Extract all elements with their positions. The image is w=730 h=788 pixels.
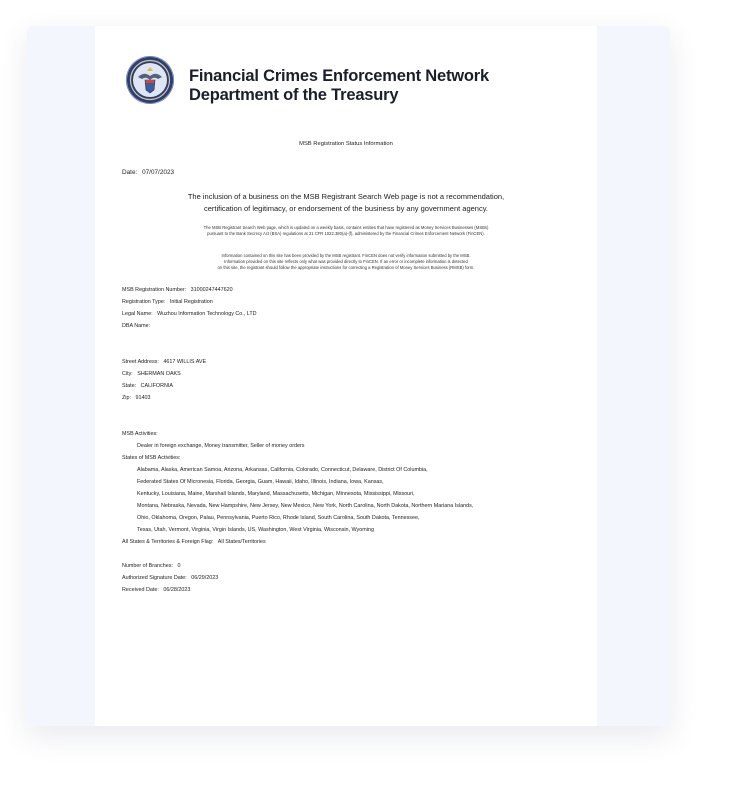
registration-number-value: 31000247447620 [190, 287, 233, 293]
zip-value: 91403 [135, 395, 151, 401]
states-line: Kentucky, Louisiana, Maine, Marshall Islands, Maryland, Massachusetts, Michigan, Minnesota, Mississippi, Missouri, [137, 491, 415, 497]
states-line: Montana, Nebraska, Nevada, New Hampshire, New Jersey, New Mexico, New York, North Carolina, North Dakota, Northern Mariana Islands, [137, 503, 474, 509]
received-date-value: 06/28/2023 [163, 587, 191, 593]
city-value: SHERMAN OAKS [137, 371, 181, 377]
info-paragraph-1-line-1: The MSB Registrant Search Web page, which is updated on a weekly basis, contains entities that have registered as Money Services Businesses (MSBs) [203, 225, 489, 230]
date-row [122, 169, 174, 176]
dba-name-row [122, 323, 153, 329]
received-date-label: Received Date: [122, 587, 159, 593]
received-date-row [122, 587, 190, 593]
state-value: CALIFORNIA [140, 383, 173, 389]
all-states-label: All States & Territories & Foreign Flag: [122, 539, 214, 545]
branches-value: 0 [177, 563, 181, 569]
branches-label: Number of Branches: [122, 563, 173, 569]
authorized-signature-row [122, 575, 218, 581]
registration-type-label: Registration Type: [122, 299, 166, 305]
info-paragraph-1-line-2: pursuant to the Bank Secrecy Act (BSA) regulations at 31 CFR 1022.380(a)-(f), administered by the Financial Crimes Enforcement Network (FinCEN). [207, 231, 485, 236]
dba-name-label: DBA Name: [122, 323, 151, 329]
all-states-row [122, 539, 266, 545]
registration-type-value: Initial Registration [169, 299, 213, 305]
city-row [122, 371, 181, 377]
date-label: Date: [122, 169, 138, 176]
zip-row [122, 395, 151, 401]
msb-activities-value: Dealer in foreign exchange, Money transmitter, Seller of money orders [137, 443, 305, 449]
authorized-signature-value: 06/29/2023 [191, 575, 219, 581]
state-row [122, 383, 173, 389]
legal-name-value: Wuzhou Information Technology Co., LTD [157, 311, 257, 317]
legal-name-row [122, 311, 257, 317]
registration-type-row [122, 299, 213, 305]
states-line: Alabama, Alaska, American Samoa, Arizona, Arkansas, California, Colorado, Connecticut, Delaware, District Of Columbia, [137, 467, 428, 473]
legal-name-label: Legal Name: [122, 311, 153, 317]
org-name-line1: Financial Crimes Enforcement Network [189, 67, 489, 85]
info-paragraph-2-line-1: Information contained on this site has been provided by the MSB registrant. FinCEN does not verify information submitted by the MSB. [221, 253, 471, 258]
street-address-label: Street Address: [122, 359, 159, 365]
states-of-activities-label: States of MSB Activities: [122, 455, 181, 461]
states-line: Federated States Of Micronesia, Florida, Georgia, Guam, Hawaii, Idaho, Illinois, Indiana, Iowa, Kansas, [137, 479, 384, 485]
states-line: Texas, Utah, Vermont, Virginia, Virgin Islands, US, Washington, West Virginia, Wisconsin, Wyoming [137, 527, 374, 533]
state-label: State: [122, 383, 137, 389]
msb-activities-label: MSB Activities: [122, 431, 158, 437]
registration-number-label: MSB Registration Number: [122, 287, 187, 293]
info-paragraph-2-line-3: on this site, the registrant should follow the appropriate instructions for correcting a Registration of Money Services Business (RMSB) form. [217, 265, 475, 270]
disclaimer-line-1: The inclusion of a business on the MSB Registrant Search Web page is not a recommendation, [187, 192, 505, 201]
treasury-seal-icon [125, 55, 175, 105]
all-states-value: All States/Territories [217, 539, 266, 545]
states-line: Ohio, Oklahoma, Oregon, Palau, Pennsylvania, Puerto Rico, Rhode Island, South Carolina, South Dakota, Tennessee, [137, 515, 420, 521]
zip-label: Zip: [122, 395, 131, 401]
document-page [95, 26, 597, 726]
disclaimer-line-2: certification of legitimacy, or endorsement of the business by any government agency. [203, 204, 489, 213]
info-paragraph-2-line-2: Information provided on this site reflects only what was provided directly to FinCEN. If an error or incomplete information is detected [224, 259, 468, 264]
street-address-value: 4617 WILLIS AVE [163, 359, 207, 365]
branches-row [122, 563, 180, 569]
org-name-line2: Department of the Treasury [189, 86, 399, 104]
registration-number-row [122, 287, 233, 293]
authorized-signature-label: Authorized Signature Date: [122, 575, 187, 581]
date-value: 07/07/2023 [142, 169, 175, 176]
city-label: City: [122, 371, 133, 377]
document-title: MSB Registration Status Information [299, 141, 393, 147]
street-address-row [122, 359, 206, 365]
